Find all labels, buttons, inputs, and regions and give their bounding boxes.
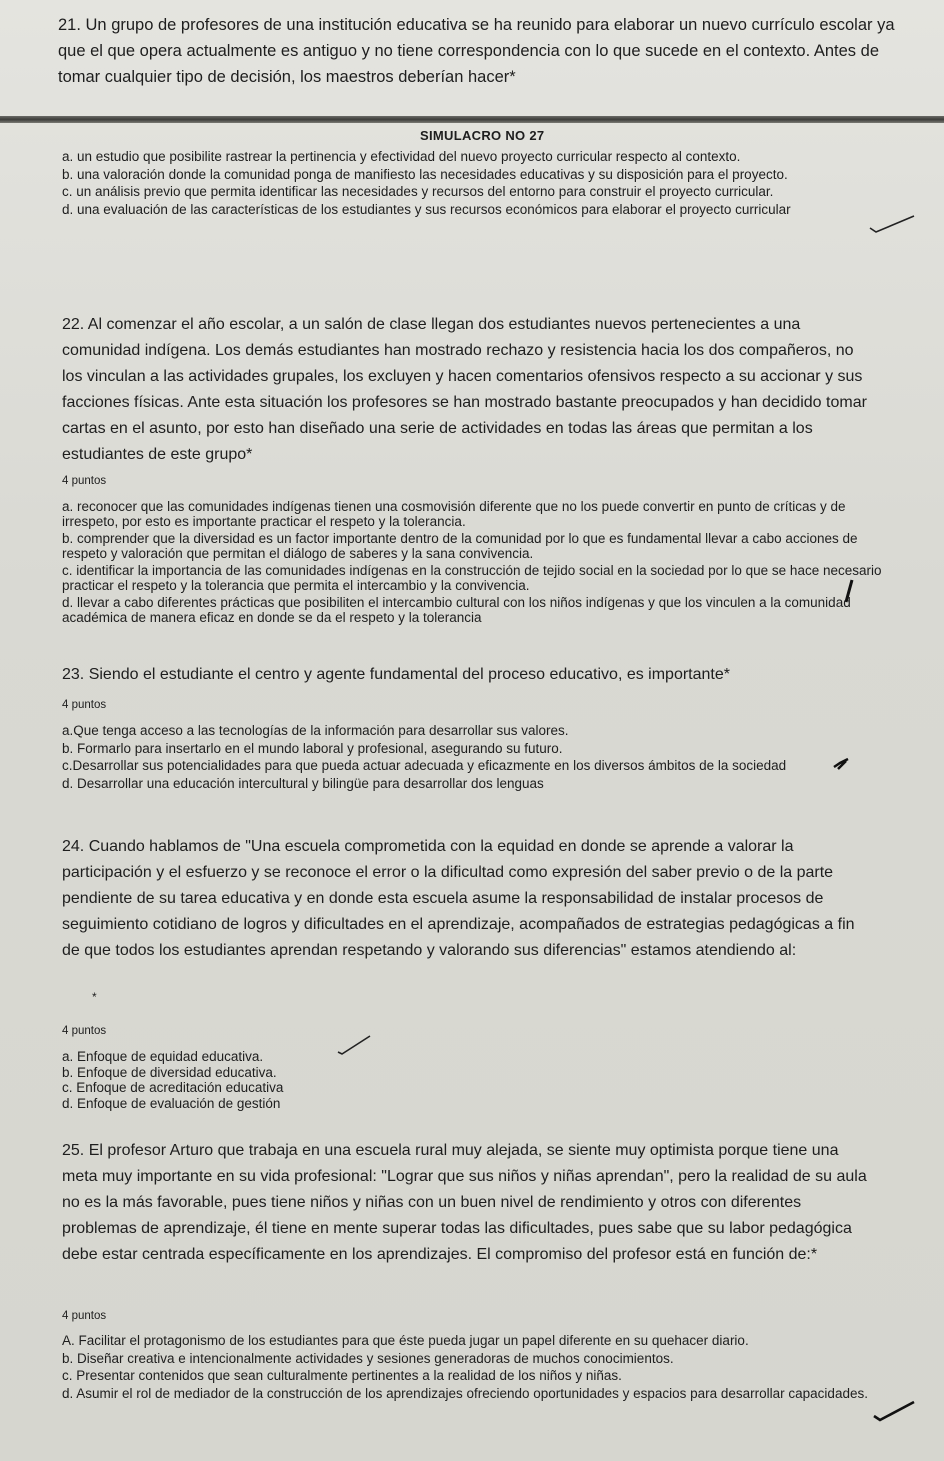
question-23-text: 23. Siendo el estudiante el centro y agente fundamental del proceso educativo, es importante* bbox=[62, 666, 730, 683]
option-22-a[interactable]: a. reconocer que las comunidades indígenas tienen una cosmovisión diferente que no los puede convertir en punto de críticas y de irrespeto, por esto es importante practicar el respeto y la tolerancia. bbox=[62, 499, 846, 529]
option-21-c[interactable]: c. un análisis previo que permita identificar las necesidades y recursos del entorno para construir el proyecto curricular. bbox=[62, 184, 774, 199]
option-25-b[interactable]: b. Diseñar creativa e intencionalmente actividades y sesiones generadoras de muchos conocimientos. bbox=[62, 1350, 674, 1366]
question-25-text: 25. El profesor Arturo que trabaja en una escuela rural muy alejada, se siente muy optimista porque tiene una meta muy importante en su vida profesional: "Lograr que sus niños y niñas aprendan", pero la realidad de su aula no es la más favorable, pues tiene niños y niñas con un buen nivel de rendimiento y otros con diferentes problemas de aprendizaje, él tiene en mente superar todas las dificultades, pues sabe que su labor pedagógica debe estar centrada específicamente en los aprendizajes. El compromiso del profesor está en función de:* bbox=[62, 1142, 867, 1263]
option-21-d[interactable]: d. una evaluación de las características de los estudiantes y sus recursos económicos para elaborar el proyecto curricular bbox=[62, 201, 791, 217]
points-label-22: 4 puntos bbox=[62, 475, 107, 487]
option-22-c[interactable]: c. identificar la importancia de las comunidades indígenas en la construcción de tejido social en la sociedad por lo que se hace necesario practicar el respeto y la tolerancia que permita el intercambio y la convivencia. bbox=[62, 563, 882, 593]
option-24-c[interactable]: c. Enfoque de acreditación educativa bbox=[62, 1080, 284, 1095]
checkmark-icon bbox=[866, 212, 918, 234]
option-22-d[interactable]: d. llevar a cabo diferentes prácticas que posibiliten el intercambio cultural con los niños indígenas y que los vinculen a la comunidad académica de manera eficaz en donde se da el respeto y la tolerancia bbox=[62, 595, 851, 625]
option-25-d[interactable]: d. Asumir el rol de mediador de la construcción de los aprendizajes ofreciendo oportunidades y espacios para desarrollar capacidades. bbox=[62, 1385, 868, 1401]
question-21-text: 21. Un grupo de profesores de una institución educativa se ha reunido para elaborar un nuevo currículo escolar ya que el que opera actualmente es antiguo y no tiene correspondencia con lo que sucede en el contexto. Antes de tomar cualquier tipo de decisión, los maestros deberían hacer* bbox=[58, 16, 895, 86]
option-23-d[interactable]: d. Desarrollar una educación intercultural y bilingüe para desarrollar dos lenguas bbox=[62, 775, 544, 791]
checkmark-icon bbox=[832, 757, 850, 773]
option-23-c[interactable]: c.Desarrollar sus potencialidades para que pueda actuar adecuada y eficazmente en los diversos ámbitos de la sociedad bbox=[62, 758, 787, 773]
points-label-25: 4 puntos bbox=[62, 1310, 107, 1322]
question-24-options bbox=[62, 1050, 882, 1112]
required-marker: * bbox=[92, 990, 97, 1004]
page-divider bbox=[0, 116, 944, 123]
option-22-b[interactable]: b. comprender que la diversidad es un factor importante dentro de la comunidad por lo que es fundamental llevar a cabo acciones de respeto y valoración que permitan el diálogo de saberes y la sana convivencia. bbox=[62, 531, 858, 561]
option-25-c[interactable]: c. Presentar contenidos que sean culturalmente pertinentes a la realidad de los niños y niñas. bbox=[62, 1368, 622, 1383]
option-24-a[interactable]: a. Enfoque de equidad educativa. bbox=[62, 1049, 264, 1064]
checkmark-icon bbox=[842, 578, 860, 606]
option-21-b[interactable]: b. una valoración donde la comunidad ponga de manifiesto las necesidades educativas y su disposición para el proyecto. bbox=[62, 166, 788, 182]
question-24-text: 24. Cuando hablamos de "Una escuela comprometida con la equidad en donde se aprende a valorar la participación y el esfuerzo y se reconoce el error o la dificultad como expresión del saber previo o de la parte pendiente de su tarea educativa y en donde esta escuela asume la responsabilidad de instalar procesos de seguimiento cotidiano de logros y dificultades en el aprendizaje, acompañados de estrategias pedagógicas a fin de que todos los estudiantes aprendan respetando y valorando sus diferencias" estamos atendiendo al: bbox=[62, 838, 855, 959]
points-label-24: 4 puntos bbox=[62, 1025, 107, 1037]
question-22-text: 22. Al comenzar el año escolar, a un salón de clase llegan dos estudiantes nuevos pertenecientes a una comunidad indígena. Los demás estudiantes han mostrado rechazo y resistencia hacia los dos compañeros, no los vinculan a las actividades grupales, los excluyen y hacen comentarios ofensivos respecto a su accionar y sus facciones físicas. Ante esta situación los profesores se han mostrado bastante preocupados y han decidido tomar cartas en el asunto, por esto han diseñado una serie de actividades en todas las áreas que permitan a los estudiantes de este grupo* bbox=[62, 316, 867, 463]
option-23-a[interactable]: a.Que tenga acceso a las tecnologías de la información para desarrollar sus valores. bbox=[62, 723, 569, 738]
question-23-options bbox=[62, 724, 882, 794]
option-24-d[interactable]: d. Enfoque de evaluación de gestión bbox=[62, 1095, 281, 1111]
question-21-options bbox=[62, 150, 882, 220]
option-24-b[interactable]: b. Enfoque de diversidad educativa. bbox=[62, 1064, 277, 1080]
option-25-a[interactable]: A. Facilitar el protagonismo de los estudiantes para que éste pueda jugar un papel diferente en su quehacer diario. bbox=[62, 1333, 749, 1348]
points-label-23: 4 puntos bbox=[62, 699, 107, 711]
checkmark-icon bbox=[872, 1400, 916, 1424]
checkmark-icon bbox=[336, 1034, 372, 1056]
option-21-a[interactable]: a. un estudio que posibilite rastrear la pertinencia y efectividad del nuevo proyecto curricular respecto al contexto. bbox=[62, 149, 741, 164]
question-25-options bbox=[62, 1334, 882, 1404]
option-23-b[interactable]: b. Formarlo para insertarlo en el mundo laboral y profesional, asegurando su futuro. bbox=[62, 740, 563, 756]
simulacro-header: SIMULACRO NO 27 bbox=[420, 128, 545, 143]
question-22-options bbox=[62, 500, 882, 628]
